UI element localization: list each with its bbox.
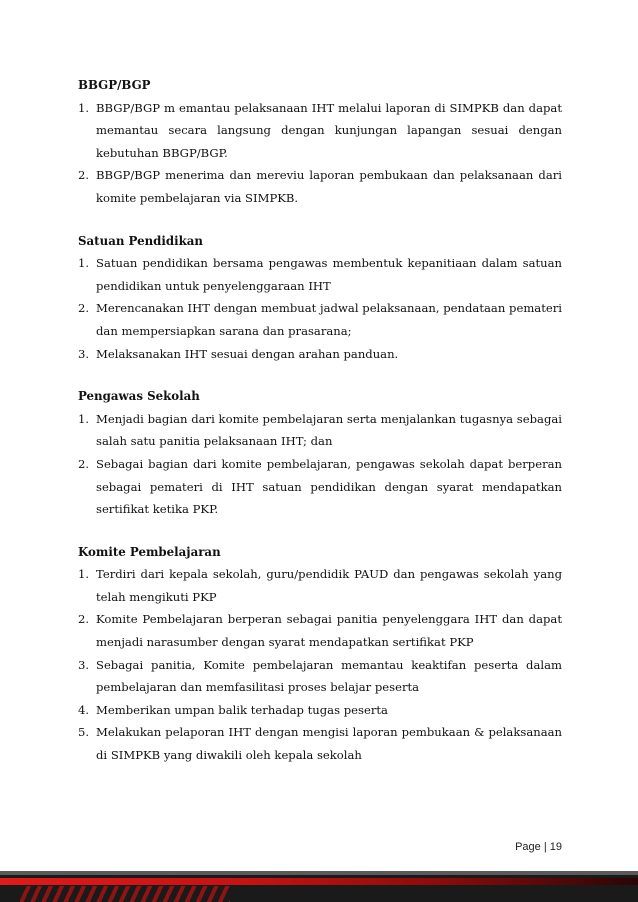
- list-item: [78, 654, 562, 699]
- section-heading: Pengawas Sekolah: [78, 389, 200, 404]
- numbered-list: [78, 563, 562, 766]
- item-number: 2.: [78, 456, 90, 471]
- list-item: [78, 164, 562, 209]
- list-item: [78, 97, 562, 165]
- footer-stripes: [20, 886, 230, 902]
- section-heading: Satuan Pendidikan: [78, 233, 204, 248]
- list-item: [78, 408, 562, 453]
- numbered-list: [78, 252, 562, 365]
- numbered-list: [78, 408, 562, 521]
- list-item: [78, 343, 562, 366]
- item-text: Sebagai panitia, Komite pembelajaran memantau keaktifan peserta dalam pembelajaran dan memfasilitasi proses belajar peserta: [96, 657, 562, 695]
- item-text: BBGP/BGP menerima dan mereviu laporan pembukaan dan pelaksanaan dari komite pembelajaran via SIMPKB.: [96, 168, 562, 205]
- item-text: Merencanakan IHT dengan membuat jadwal pelaksanaan, pendataan pemateri dan mempersiapkan sarana dan prasarana;: [96, 301, 562, 338]
- item-number: 1.: [78, 256, 90, 271]
- item-text: Satuan pendidikan bersama pengawas membentuk kepanitiaan dalam satuan pendidikan untuk penyelenggaraan IHT: [96, 256, 562, 293]
- footer-band-red: [0, 878, 638, 885]
- item-number: 2.: [78, 612, 90, 627]
- list-item: [78, 721, 562, 766]
- page-number: Page | 19: [515, 841, 562, 853]
- item-number: 1.: [78, 100, 90, 115]
- item-text: BBGP/BGP m emantau pelaksanaan IHT melalui laporan di SIMPKB dan dapat memantau secara langsung dengan kunjungan lapangan sesuai dengan kebutuhan BBGP/BGP.: [96, 100, 562, 160]
- item-text: Melaksanakan IHT sesuai dengan arahan panduan.: [96, 346, 399, 361]
- section-heading: Komite Pembelajaran: [78, 544, 221, 559]
- section-heading: BBGP/BGP: [78, 78, 151, 92]
- list-item: [78, 453, 562, 521]
- item-number: 5.: [78, 725, 90, 740]
- item-number: 4.: [78, 702, 90, 717]
- item-number: 1.: [78, 567, 90, 582]
- list-item: [78, 563, 562, 608]
- section-komite-pembelajaran: [78, 541, 562, 767]
- item-number: 3.: [78, 657, 90, 672]
- section-pengawas-sekolah: [78, 385, 562, 521]
- section-satuan-pendidikan: [78, 230, 562, 366]
- item-text: Memberikan umpan balik terhadap tugas peserta: [96, 702, 388, 717]
- item-text: Terdiri dari kepala sekolah, guru/pendidik PAUD dan pengawas sekolah yang telah mengikuti PKP: [96, 567, 562, 604]
- item-text: Sebagai bagian dari komite pembelajaran, pengawas sekolah dapat berperan sebagai pemateri di IHT satuan pendidikan dengan syarat mendapatkan sertifikat ketika PKP.: [96, 456, 562, 517]
- list-item: [78, 608, 562, 653]
- item-number: 2.: [78, 168, 90, 183]
- item-text: Menjadi bagian dari komite pembelajaran serta menjalankan tugasnya sebagai salah satu panitia pelaksanaan IHT; dan: [96, 411, 562, 449]
- section-bbgp: [78, 74, 562, 210]
- document-body: [78, 74, 562, 787]
- item-text: Melakukan pelaporan IHT dengan mengisi laporan pembukaan & pelaksanaan di SIMPKB yang diwakili oleh kepala sekolah: [96, 725, 562, 763]
- list-item: [78, 699, 562, 722]
- item-number: 1.: [78, 411, 90, 426]
- item-number: 3.: [78, 346, 90, 361]
- item-number: 2.: [78, 301, 90, 316]
- item-text: Komite Pembelajaran berperan sebagai panitia penyelenggara IHT dan dapat menjadi narasumber dengan syarat mendapatkan sertifikat PKP: [96, 612, 562, 650]
- numbered-list: [78, 97, 562, 210]
- list-item: [78, 252, 562, 297]
- list-item: [78, 297, 562, 342]
